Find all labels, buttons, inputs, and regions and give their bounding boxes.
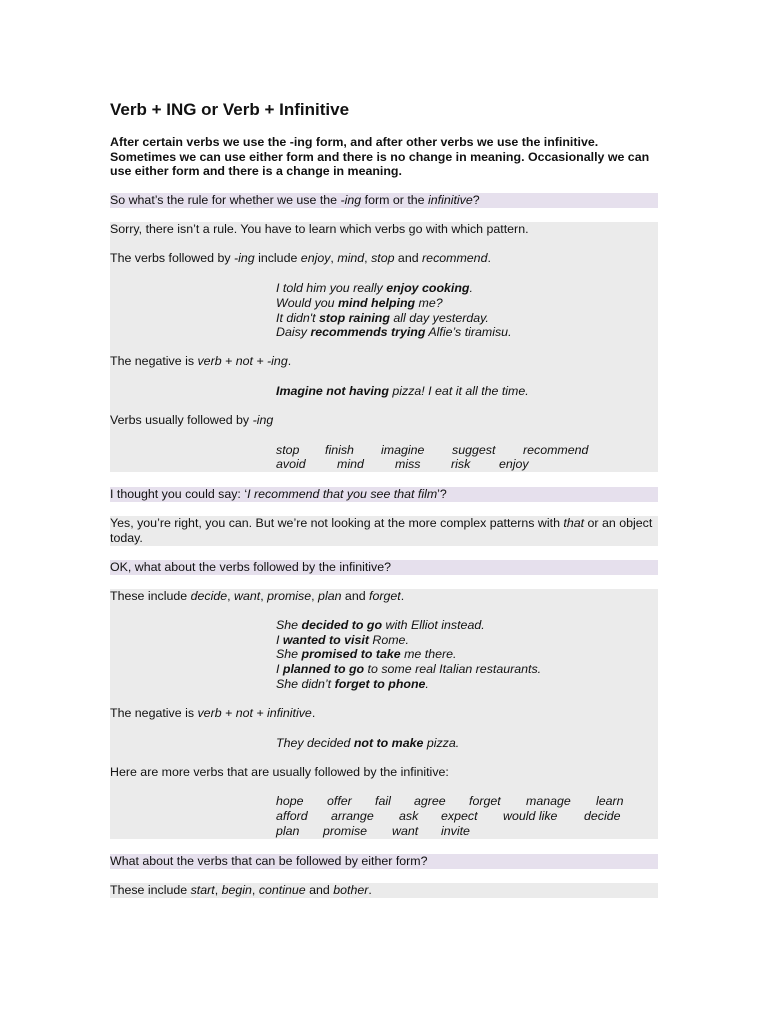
question-text: So what’s the rule for whether we use the -ing form or the infinitive?: [110, 193, 480, 207]
question-band-1: [110, 193, 658, 208]
example-sentence: I planned to go to some real Italian restaurants.: [276, 662, 542, 676]
verb-word: avoid: [276, 457, 306, 471]
verb-word: mind: [337, 457, 364, 471]
verb-word: would like: [503, 809, 558, 823]
answer-text-usually-ing: Verbs usually followed by -ing: [110, 413, 274, 427]
question-band-2: [110, 487, 658, 502]
answer-text-negative: The negative is verb + not + -ing.: [110, 354, 292, 368]
verb-word: miss: [395, 457, 421, 471]
intro-paragraph: After certain verbs we use the -ing form, and after other verbs we use the infinitive. Sometimes we can use either form and there is no change in meaning. Occasionally we can use either form and there is a change in meaning.: [110, 135, 650, 179]
verb-word: offer: [327, 794, 352, 808]
example-sentence: Daisy recommends trying Alfie’s tiramisu.: [276, 325, 512, 339]
verb-word: arrange: [331, 809, 374, 823]
answer-text: Yes, you’re right, you can. But we’re not looking at the more complex patterns with that or an object today.: [110, 516, 653, 545]
verb-word: finish: [325, 443, 354, 457]
example-sentence: I wanted to visit Rome.: [276, 633, 409, 647]
verb-word: hope: [276, 794, 304, 808]
example-sentence: Imagine not having pizza! I eat it all the time.: [276, 384, 529, 398]
verb-word: imagine: [381, 443, 425, 457]
verb-word: decide: [584, 809, 621, 823]
example-sentence: Would you mind helping me?: [276, 296, 443, 310]
answer-text-no-rule: Sorry, there isn’t a rule. You have to learn which verbs go with which pattern.: [110, 222, 529, 236]
example-sentence: They decided not to make pizza.: [276, 736, 460, 750]
question-text: What about the verbs that can be followed by either form?: [110, 854, 428, 868]
example-sentence: I told him you really enjoy cooking.: [276, 281, 473, 295]
page-title: Verb + ING or Verb + Infinitive: [110, 100, 350, 119]
example-sentence: She didn’t forget to phone.: [276, 677, 429, 691]
example-sentence: It didn't stop raining all day yesterday.: [276, 311, 489, 325]
answer-text-either-verbs: These include start, begin, continue and bother.: [110, 883, 372, 897]
verb-word: manage: [526, 794, 571, 808]
answer-text-ing-verbs: The verbs followed by -ing include enjoy, mind, stop and recommend.: [110, 251, 491, 265]
question-band-3: [110, 560, 658, 575]
question-text: OK, what about the verbs followed by the infinitive?: [110, 560, 392, 574]
question-band-4: [110, 854, 658, 869]
answer-text-infinitive-verbs: These include decide, want, promise, plan and forget.: [110, 589, 405, 603]
answer-band-4: [110, 883, 658, 898]
verb-word: risk: [451, 457, 471, 471]
example-sentence: She promised to take me there.: [276, 647, 457, 661]
question-text: I thought you could say: ‘I recommend that you see that film’?: [110, 487, 447, 501]
verb-word: learn: [596, 794, 624, 808]
verb-word: stop: [276, 443, 300, 457]
verb-word: fail: [375, 794, 391, 808]
verb-word: want: [392, 824, 419, 838]
verb-word: expect: [441, 809, 478, 823]
answer-band-3: [110, 589, 658, 839]
answer-band-2: [110, 516, 658, 546]
verb-word: recommend: [523, 443, 589, 457]
verb-word: promise: [323, 824, 368, 838]
verb-word: enjoy: [499, 457, 529, 471]
verb-word: afford: [276, 809, 308, 823]
answer-text-negative: The negative is verb + not + infinitive.: [110, 706, 316, 720]
verb-word: forget: [469, 794, 501, 808]
answer-band-1: [110, 222, 658, 472]
answer-text-more-verbs: Here are more verbs that are usually followed by the infinitive:: [110, 765, 449, 779]
verb-word: invite: [441, 824, 470, 838]
example-sentence: She decided to go with Elliot instead.: [276, 618, 485, 632]
verb-word: agree: [414, 794, 446, 808]
verb-word: plan: [276, 824, 300, 838]
verb-word: ask: [399, 809, 419, 823]
verb-word: suggest: [452, 443, 496, 457]
